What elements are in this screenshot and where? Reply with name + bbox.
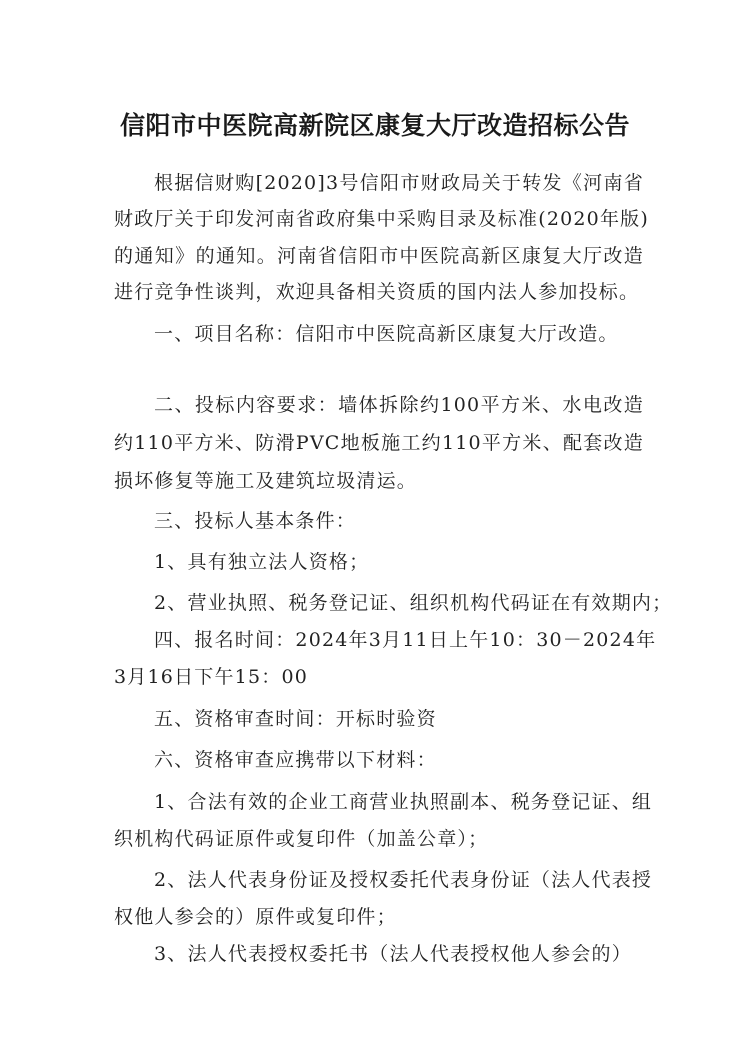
document-title: 信阳市中医院高新院区康复大厅改造招标公告 [119, 111, 630, 140]
registration-time-line-2: 3月16日下午15：00 [114, 666, 309, 688]
requirements-line-1: 二、投标内容要求：墙体拆除约100平方米、水电改造 [154, 394, 644, 416]
materials-heading: 六、资格审查应携带以下材料： [154, 749, 437, 771]
registration-time-line-1: 四、报名时间：2024年3月11日上午10：30－2024年 [154, 629, 657, 651]
materials-item-1-line-1: 1、合法有效的企业工商营业执照副本、税务登记证、组 [154, 791, 653, 813]
bidder-condition-item-1: 1、具有独立法人资格； [154, 551, 370, 573]
intro-line-3: 的通知》的通知。河南省信阳市中医院高新区康复大厅改造 [114, 245, 644, 267]
requirements-line-2: 约110平方米、防滑PVC地板施工约110平方米、配套改造 [114, 432, 644, 454]
materials-item-2-line-1: 2、法人代表身份证及授权委托代表身份证（法人代表授 [154, 869, 653, 891]
requirements-line-3: 损坏修复等施工及建筑垃圾清运。 [114, 470, 418, 492]
bidder-conditions-heading: 三、投标人基本条件： [154, 510, 357, 532]
bidder-condition-item-2: 2、营业执照、税务登记证、组织机构代码证在有效期内； [154, 592, 673, 614]
section-project-name: 一、项目名称：信阳市中医院高新区康复大厅改造。 [154, 323, 619, 345]
materials-item-1-line-2: 织机构代码证原件或复印件（加盖公章）； [114, 828, 489, 850]
intro-line-4: 进行竞争性谈判，欢迎具备相关资质的国内法人参加投标。 [114, 281, 640, 303]
materials-item-2-line-2: 权他人参会的）原件或复印件； [114, 906, 397, 928]
section-qualification-review-time: 五、资格审查时间：开标时验资 [154, 708, 437, 730]
intro-line-2: 财政厅关于印发河南省政府集中采购目录及标准(2020年版) [114, 208, 649, 230]
materials-item-3-line-1: 3、法人代表授权委托书（法人代表授权他人参会的） [154, 943, 632, 965]
intro-line-1: 根据信财购[2020]3号信阳市财政局关于转发《河南省 [154, 172, 644, 194]
